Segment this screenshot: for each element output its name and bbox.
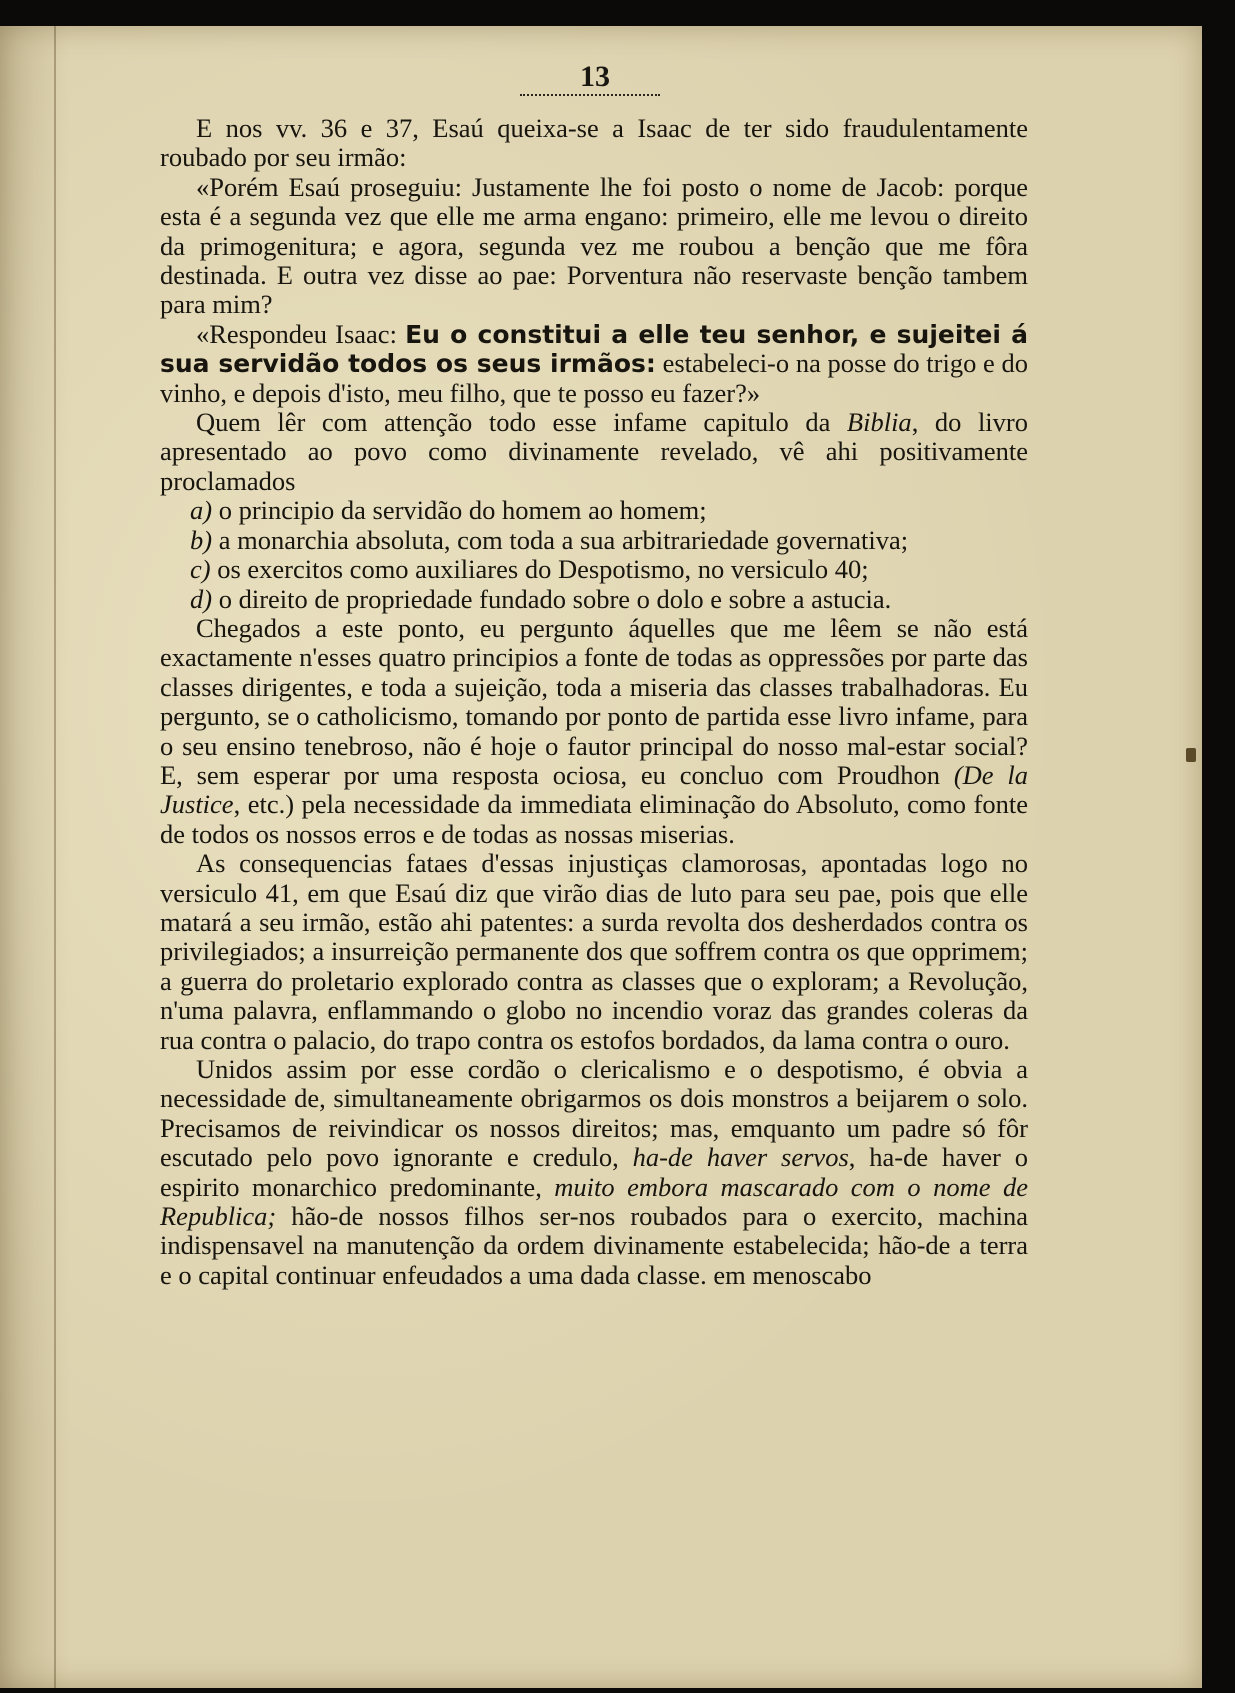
list-label: a): [190, 495, 213, 526]
list-text: os exercitos como auxiliares do Despotismo, no versiculo 40;: [210, 554, 869, 585]
list-text: o principio da servidão do homem ao homem;: [212, 495, 707, 526]
quote-paragraph: [160, 320, 1028, 408]
book-page: [0, 26, 1202, 1688]
italic-text: Biblia: [846, 407, 912, 438]
paragraph-text: , ha-de haver o espirito monarchico predominante,: [160, 1142, 1029, 1202]
list-text: o direito de propriedade fundado sobre o dolo e sobre a astucia.: [212, 583, 892, 614]
list-item: [160, 555, 1028, 584]
paragraph-text: As consequencias fataes d'essas injustiças clamorosas, apontadas logo no versiculo 41, em que Esaú diz que virão dias de luto para seu pae, pois que elle matará a seu irmão, estão ahi patentes: a surda revolta dos desherdados contra os privilegiados; a insurreição permanente dos que soffrem contra os que opprimem; a guerra do proletario explorado contra as classes que o exploram; a Revolução, n'uma palavra, enflammando o globo no incendio voraz das grandes coleras da rua contra o palacio, do trapo contra os estofos bordados, da lama contra o ouro.: [160, 848, 1028, 1055]
header-rule: [520, 94, 660, 96]
list-item: [160, 585, 1028, 614]
paragraph-text: «Porém Esaú proseguiu: Justamente lhe foi posto o nome de Jacob: porque esta é a segunda vez que elle me arma engano: primeiro, elle me levou o direito da primogenitura; e agora, segunda vez me roubou a benção que me fôra destinada. E outra vez disse ao pae: Porventura não reservaste benção tambem para mim?: [160, 171, 1028, 320]
paragraph-text: , do livro apresentado ao povo como divinamente revelado, vê ahi positivamente proclamados: [160, 407, 1028, 496]
paragraph: [160, 614, 1028, 849]
emphasis-text: Eu o constitui a elle teu senhor, e sujeitei á sua servidão todos os seus irmãos:: [160, 319, 1028, 379]
list-item: [160, 526, 1028, 555]
list-item: [160, 496, 1028, 525]
margin-mark: [1186, 748, 1196, 762]
italic-text: (De la Justice: [160, 759, 1028, 820]
paragraph-text: Unidos assim por esse cordão o clericalismo e o despotismo, é obvia a necessidade de, simultaneamente obrigarmos os dois monstros a beijarem o solo. Precisamos de reivindicar os nossos direitos; mas, emquanto um padre só fôr escutado pelo povo ignorante e credulo,: [160, 1054, 1028, 1173]
paragraph-text: E nos vv. 36 e 37, Esaú queixa-se a Isaac de ter sido fraudulentamente roubado por seu irmão:: [160, 113, 1028, 173]
list-label: d): [190, 583, 213, 614]
body-text: [160, 114, 1028, 1290]
paragraph: [160, 1055, 1028, 1290]
list-label: b): [190, 524, 213, 555]
paragraph-text: hão-de nossos filhos ser-nos roubados para o exercito, machina indispensavel na manutenção da ordem divinamente estabelecida; hão-de a terra e o capital continuar enfeudados a uma dada classe. em menoscabo: [160, 1201, 1028, 1290]
paragraph-text: Chegados a este ponto, eu pergunto áquelles que me lêem se não está exactamente n'esses quatro principios a fonte de todas as oppressões por parte das classes dirigentes, e toda a sujeição, toda a miseria das classes trabalhadoras. Eu pergunto, se o catholicismo, tomando por ponto de partida esse livro infame, para o seu ensino tenebroso, não é hoje o fautor principal do nosso mal-estar social? E, sem esperar por uma resposta ociosa, eu concluo com Proudhon: [160, 612, 1028, 790]
paragraph: [160, 849, 1028, 1055]
paragraph: [160, 408, 1028, 496]
list-label: c): [190, 554, 211, 585]
quote-paragraph: [160, 173, 1028, 320]
paragraph-text: «Respondeu Isaac:: [196, 318, 406, 349]
paragraph-text: , etc.) pela necessidade da immediata eliminação do Absoluto, como fonte de todos os nossos erros e de todas as nossas miserias.: [160, 789, 1028, 849]
list-text: a monarchia absoluta, com toda a sua arbitrariedade governativa;: [212, 524, 909, 555]
paragraph-text: Quem lêr com attenção todo esse infame capitulo da: [196, 407, 847, 438]
italic-text: muito embora mascarado com o nome de Republica;: [160, 1171, 1028, 1232]
paragraph: [160, 114, 1028, 173]
page-fold-shadow: [54, 26, 56, 1688]
paragraph-text: estabeleci-o na posse do trigo e do vinho, e depois d'isto, meu filho, que te posso eu fazer?»: [160, 348, 1029, 408]
italic-text: ha-de haver servos: [632, 1142, 849, 1173]
page-number: 13: [580, 60, 610, 93]
